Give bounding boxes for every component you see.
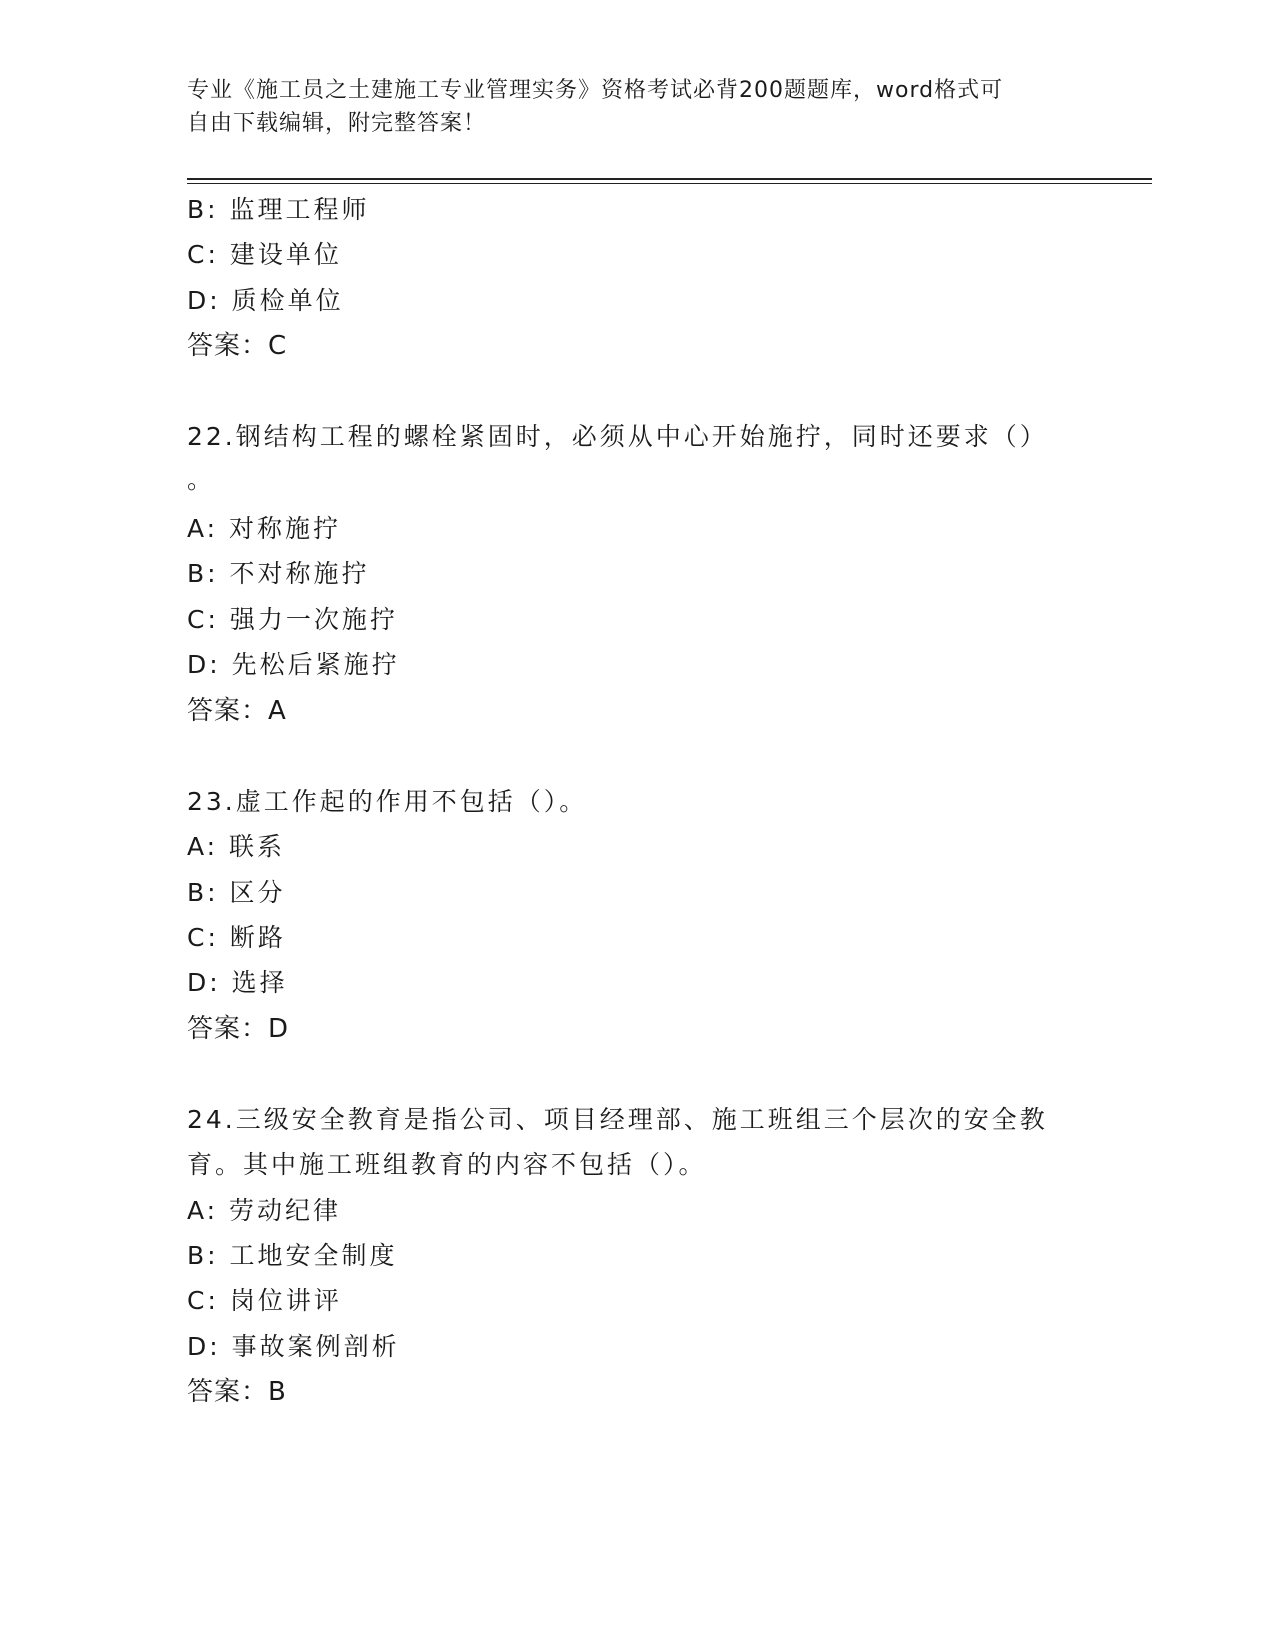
header-divider-thick bbox=[187, 178, 1152, 180]
q24-stem-line-1: 24.三级安全教育是指公司、项目经理部、施工班组三个层次的安全教 bbox=[187, 1105, 1048, 1134]
q24-option-a: A: 劳动纪律 bbox=[187, 1196, 342, 1225]
q22-option-c: C: 强力一次施拧 bbox=[187, 605, 398, 634]
q22-stem-line-1: 22.钢结构工程的螺栓紧固时，必须从中心开始施拧，同时还要求（） bbox=[187, 422, 1048, 451]
document-header bbox=[187, 74, 1087, 140]
q24-option-c: C: 岗位讲评 bbox=[187, 1286, 342, 1315]
q21-option-b: B: 监理工程师 bbox=[187, 195, 370, 224]
q24-answer: 答案：B bbox=[187, 1377, 287, 1407]
q22-option-b: B: 不对称施拧 bbox=[187, 559, 370, 588]
q24-stem-line-2: 育。其中施工班组教育的内容不包括（）。 bbox=[187, 1150, 707, 1179]
q21-answer: 答案：C bbox=[187, 331, 288, 361]
q23-option-d: D: 选择 bbox=[187, 968, 288, 997]
q22-answer: 答案：A bbox=[187, 696, 287, 726]
q22-option-d: D: 先松后紧施拧 bbox=[187, 650, 400, 679]
header-divider-thin bbox=[187, 183, 1152, 184]
q24-option-b: B: 工地安全制度 bbox=[187, 1241, 398, 1270]
q21-option-d: D: 质检单位 bbox=[187, 286, 344, 315]
q23-stem: 23.虚工作起的作用不包括（）。 bbox=[187, 787, 588, 816]
q23-answer: 答案：D bbox=[187, 1014, 290, 1044]
q23-option-c: C: 断路 bbox=[187, 923, 286, 952]
q21-option-c: C: 建设单位 bbox=[187, 240, 342, 269]
q22-stem-line-2: 。 bbox=[187, 465, 216, 494]
header-line-2: 自由下载编辑，附完整答案！ bbox=[187, 111, 487, 136]
header-line-1: 专业《施工员之土建施工专业管理实务》资格考试必背200题题库，word格式可 bbox=[187, 78, 1004, 103]
q23-option-a: A: 联系 bbox=[187, 832, 286, 861]
q23-option-b: B: 区分 bbox=[187, 878, 286, 907]
q24-option-d: D: 事故案例剖析 bbox=[187, 1332, 400, 1361]
q22-option-a: A: 对称施拧 bbox=[187, 514, 342, 543]
